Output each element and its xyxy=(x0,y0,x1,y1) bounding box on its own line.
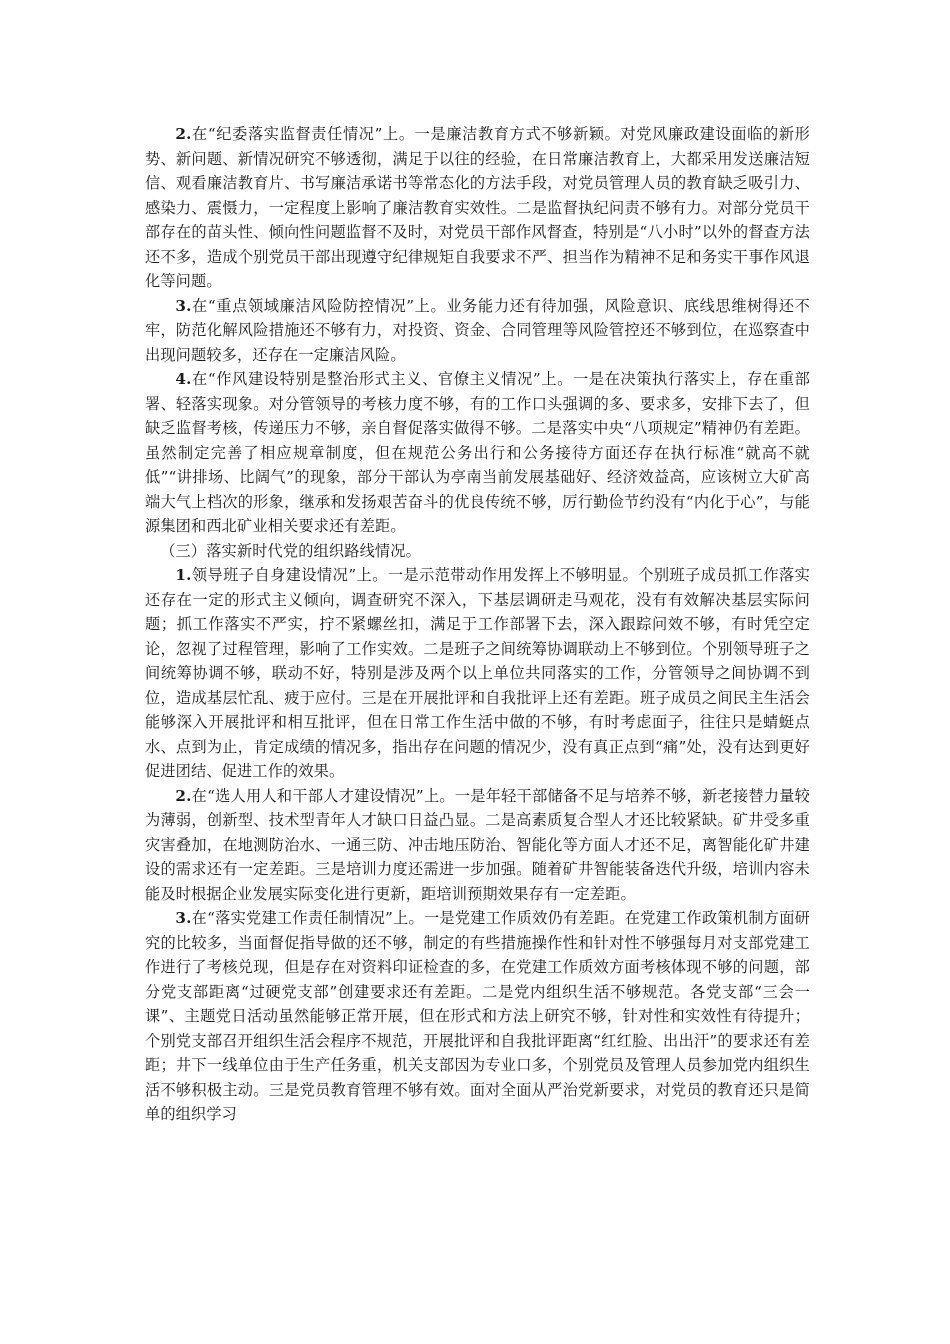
paragraph-risk-control xyxy=(145,294,810,368)
paragraph-number: 2. xyxy=(175,125,192,143)
paragraph-discipline-supervision xyxy=(145,122,810,294)
paragraph-text: 在“落实党建工作责任制情况”上。一是党建工作质效仍有差距。在党建工作政策机制方面研究的比较多，当面督促指导做的还不够，制定的有些措施操作性和针对性不够强每月对支部党建工作进行了考核兑现，但是存在对资料印证检查的多，在党建工作质效方面考核体现不够的问题，部分党支部距离“过硬党支部”创建要求还有差距。二是党内组织生活不够规范。各党支部“三会一课”、主题党日活动虽然能够正常开展，但在形式和方法上研究不够，针对性和实效性有待提升；个别党支部召开组织生活会程序不规范，开展批评和自我批评距离“红红脸、出出汗”的要求还有差距；井下一线单位由于生产任务重，机关支部因为专业口多，个别党员及管理人员参加党内组织生活不够积极主动。三是党员教育管理不够有效。面对全面从严治党新要求，对党员的教育还只是简单的组织学习 xyxy=(145,909,810,1123)
paragraph-number: 4. xyxy=(175,370,192,388)
paragraph-text: 在“纪委落实监督责任情况”上。一是廉洁教育方式不够新颖。对党风廉政建设面临的新形势、新问题、新情况研究不够透彻，满足于以往的经验，在日常廉洁教育上，大都采用发送廉洁短信、观看廉洁教育片、书写廉洁承诺书等常态化的方法手段，对党员管理人员的教育缺乏吸引力、感染力、震慑力，一定程度上影响了廉洁教育实效性。二是监督执纪问责不够有力。对部分党员干部存在的苗头性、倾向性问题监督不及时，对党员干部作风督查，特别是“八小时”以外的督查方法还不多，造成个别党员干部出现遵守纪律规矩自我要求不严、担当作为精神不足和务实干事作风退化等问题。 xyxy=(145,125,810,290)
paragraph-leadership-team xyxy=(145,563,810,784)
paragraph-number: 2. xyxy=(175,786,192,805)
section-heading: （三）落实新时代党的组织路线情况。 xyxy=(160,541,421,560)
paragraph-work-style xyxy=(145,367,810,539)
paragraph-text: 在“选人用人和干部人才建设情况”上。一是年轻干部储备不足与培养不够，新老接替力量较为薄弱，创新型、技术型青年人才缺口日益凸显。二是高素质复合型人才还比较紧缺。矿井受多重灾害叠加，在地测防治水、一通三防、冲击地压防治、智能化等方面人才还不足，离智能化矿井建设的需求还有一定差距。三是培训力度还需进一步加强。随着矿井智能装备迭代升级，培训内容未能及时根据企业发展实际变化进行更新，距培训预期效果存有一定差距。 xyxy=(145,786,810,903)
paragraph-number: 3. xyxy=(175,909,192,927)
paragraph-party-responsibility xyxy=(145,906,810,1127)
paragraph-number: 3. xyxy=(175,296,192,315)
paragraph-text: 在“作风建设特别是整治形式主义、官僚主义情况”上。一是在决策执行落实上，存在重部署、轻落实现象。对分管领导的考核力度不够，有的工作口头强调的多、要求多，安排下去了，但缺乏监督考核，传递压力不够，亲自督促落实做得不够。二是落实中央“八项规定”精神仍有差距。虽然制定完善了相应规章制度，但在规范公务出行和公务接待方面还存在执行标准“就高不就低”“讲排场、比阔气”的现象，部分干部认为亭南当前发展基础好、经济效益高，应该树立大矿高端大气上档次的形象，继承和发扬艰苦奋斗的优良传统不够，厉行勤俭节约没有“内化于心”，与能源集团和西北矿业相关要求还有差距。 xyxy=(145,370,810,535)
document-page xyxy=(145,122,810,1127)
paragraph-talent-building xyxy=(145,784,810,907)
paragraph-text: 在“重点领域廉洁风险防控情况”上。业务能力还有待加强，风险意识、底线思维树得还不牢，防范化解风险措施还不够有力，对投资、资金、合同管理等风险管控还不够到位，在巡察查中出现问题较多，还存在一定廉洁风险。 xyxy=(145,296,810,364)
paragraph-text: 领导班子自身建设情况”上。一是示范带动作用发挥上不够明显。个别班子成员抓工作落实还存在一定的形式主义倾向，调查研究不深入，下基层调研走马观花，没有有效解决基层实际问题；抓工作落实不严实，拧不紧螺丝扣，满足于工作部署下去，深入跟踪问效不够，有时凭空定论，忽视了过程管理，影响了工作实效。二是班子之间统筹协调联动上不够到位。个别领导班子之间统筹协调不够，联动不好，特别是涉及两个以上单位共同落实的工作，分管领导之间协调不到位，造成基层忙乱、疲于应付。三是在开展批评和自我批评上还有差距。班子成员之间民主生活会能够深入开展批评和相互批评，但在日常工作生活中做的不够，有时考虑面子，往往只是蜻蜓点水、点到为止，肯定成绩的情况多，指出存在问题的情况少，没有真正点到“痛”处，没有达到更好促进团结、促进工作的效果。 xyxy=(145,566,810,780)
paragraph-number: 1. xyxy=(175,566,192,584)
